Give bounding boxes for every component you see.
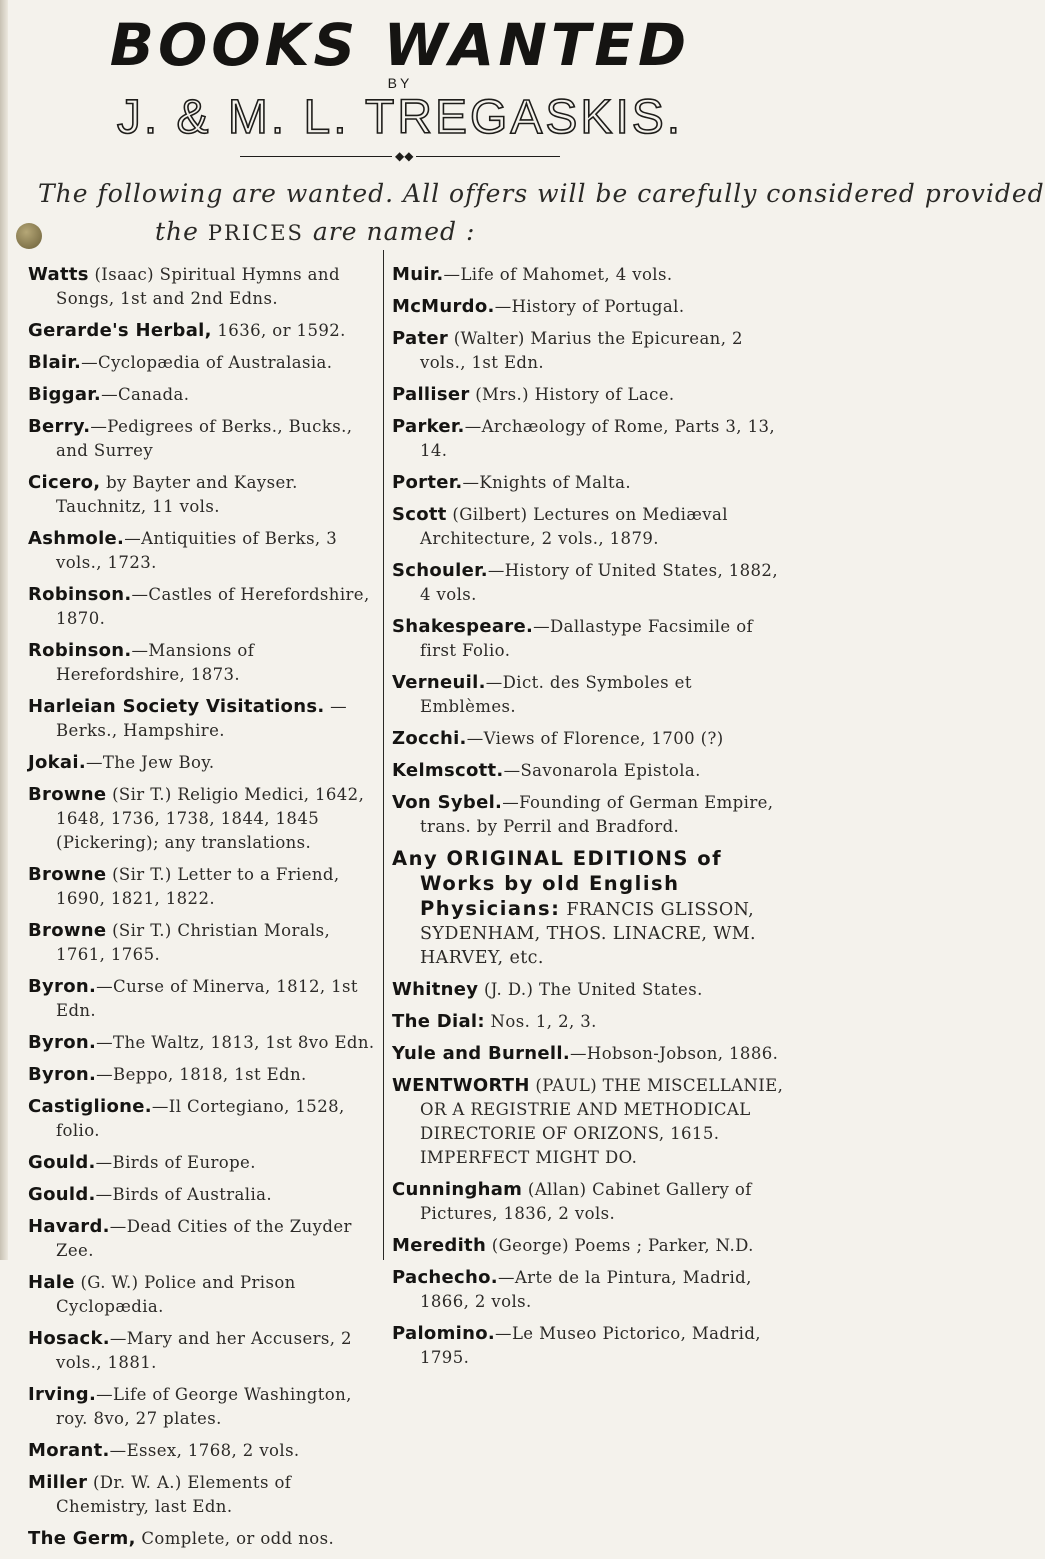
entry-description: —The Jew Boy. [86, 753, 215, 772]
entry-heading: Any ORIGINAL EDITIONS of Works by old English Physicians: [392, 847, 723, 920]
entry-description: —Life of Mahomet, 4 vols. [443, 265, 673, 284]
entry-description: —History of United States, 1882, 4 vols. [420, 561, 778, 604]
book-entry [392, 415, 784, 463]
book-entry [28, 319, 378, 343]
entry-heading: Cicero, [28, 472, 101, 493]
entry-heading: Berry. [28, 416, 91, 437]
entry-heading: Gerarde's Herbal, [28, 320, 212, 341]
book-entry [28, 1383, 378, 1431]
book-entry [28, 1471, 378, 1519]
intro-prices: PRICES [207, 221, 304, 245]
entry-heading: Biggar. [28, 384, 102, 405]
entry-description: (Walter) Marius the Epicurean, 2 vols., 1st Edn. [420, 329, 743, 372]
entry-heading: Kelmscott. [392, 760, 504, 781]
book-entry [392, 1010, 784, 1034]
entry-heading: Verneuil. [392, 672, 486, 693]
book-entry [28, 415, 378, 463]
entry-description: —Cyclopædia of Australasia. [81, 353, 333, 372]
book-entry [392, 727, 784, 751]
book-entry [28, 471, 378, 519]
book-entry [28, 1095, 378, 1143]
entry-heading: The Dial: [392, 1011, 485, 1032]
page-edge [0, 0, 8, 1260]
book-entry [28, 919, 378, 967]
book-entry [28, 783, 378, 855]
entry-heading: Morant. [28, 1440, 110, 1461]
book-entry [392, 1074, 784, 1170]
entry-description: (Dr. W. A.) Elements of Chemistry, last Edn. [56, 1473, 292, 1516]
entry-heading: Pachecho. [392, 1267, 498, 1288]
entry-heading: Byron. [28, 1032, 97, 1053]
entry-heading: Zocchi. [392, 728, 467, 749]
entry-description: —Beppo, 1818, 1st Edn. [96, 1065, 307, 1084]
entry-description: —Le Museo Pictorico, Madrid, 1795. [420, 1324, 761, 1367]
entry-description: —History of Portugal. [494, 297, 685, 316]
entry-description: (J. D.) The United States. [478, 980, 703, 999]
entry-description: —Pedigrees of Berks., Bucks., and Surrey [56, 417, 353, 460]
book-entry [392, 471, 784, 495]
divider-ornament: ◆◆ [392, 149, 416, 163]
entry-description: — Berks., Hampshire. [56, 697, 348, 740]
book-entry [392, 978, 784, 1002]
entry-heading: Byron. [28, 1064, 97, 1085]
entry-description: —Founding of German Empire, trans. by Perril and Bradford. [420, 793, 774, 836]
book-entry [28, 639, 378, 687]
entry-description: —Archæology of Rome, Parts 3, 13, 14. [420, 417, 776, 460]
entry-description: —Life of George Washington, roy. 8vo, 27 plates. [56, 1385, 352, 1428]
intro-notice [30, 175, 1045, 252]
entry-description: (Isaac) Spiritual Hymns and Songs, 1st and 2nd Edns. [56, 265, 340, 308]
entry-description: (Sir T.) Religio Medici, 1642, 1648, 1736, 1738, 1844, 1845 (Pickering); any translations. [56, 785, 365, 852]
entry-description: —Dallastype Facsimile of first Folio. [420, 617, 754, 660]
entry-description: —Dict. des Symboles et Emblèmes. [420, 673, 692, 716]
entry-description: —The Waltz, 1813, 1st 8vo Edn. [96, 1033, 375, 1052]
entry-heading: Porter. [392, 472, 463, 493]
entry-description: —Savonarola Epistola. [503, 761, 701, 780]
byline: BY [387, 75, 413, 91]
book-entry [392, 847, 784, 970]
entry-description: (Mrs.) History of Lace. [469, 385, 675, 404]
entry-heading: Irving. [28, 1384, 97, 1405]
entry-heading: Pater [392, 328, 449, 349]
entry-heading: Hale [28, 1272, 75, 1293]
entry-description: by Bayter and Kayser. Tauchnitz, 11 vols. [56, 473, 298, 516]
entry-description: —Antiquities of Berks, 3 vols., 1723. [56, 529, 338, 572]
book-entry [28, 527, 378, 575]
book-entry [392, 615, 784, 663]
entry-heading: Browne [28, 864, 107, 885]
page-title: BOOKS WANTED [109, 11, 691, 79]
book-entry [392, 327, 784, 375]
entry-heading: Browne [28, 920, 107, 941]
intro-line-1: The following are wanted. All offers will be carefully considered provided [38, 179, 1045, 208]
entry-heading: Miller [28, 1472, 88, 1493]
book-entry [28, 1063, 378, 1087]
book-entry [392, 759, 784, 783]
book-entry [28, 975, 378, 1023]
book-entry [28, 751, 378, 775]
entry-description: (Allan) Cabinet Gallery of Pictures, 1836, 2 vols. [420, 1180, 752, 1223]
ornamental-divider [240, 149, 560, 163]
masthead [0, 10, 800, 146]
entry-heading: Watts [28, 264, 89, 285]
entry-description: Nos. 1, 2, 3. [484, 1012, 597, 1031]
book-entry [392, 1178, 784, 1226]
entry-description: —Essex, 1768, 2 vols. [109, 1441, 300, 1460]
book-entry [28, 1215, 378, 1263]
entry-heading: Palomino. [392, 1323, 496, 1344]
entry-heading: The Germ, [28, 1528, 136, 1549]
entry-description: —Birds of Australia. [95, 1185, 273, 1204]
entry-description: —Views of Florence, 1700 (?) [466, 729, 724, 748]
entry-description: —Castles of Herefordshire, 1870. [56, 585, 370, 628]
entry-heading: Robinson. [28, 640, 132, 661]
intro-line-2-pre: the [155, 217, 199, 246]
book-entry [28, 1327, 378, 1375]
entry-heading: Gould. [28, 1184, 96, 1205]
entry-heading: McMurdo. [392, 296, 495, 317]
entry-description: (PAUL) THE MISCELLANIE, OR A REGISTRIE AND METHODICAL DIRECTORIE OF ORIZONS, 1615. IMPERFECT MIGHT DO. [420, 1076, 784, 1167]
entry-description: 1636, or 1592. [211, 321, 346, 340]
entry-description: (Sir T.) Christian Morals, 1761, 1765. [56, 921, 331, 964]
entry-description: (George) Poems ; Parker, N.D. [486, 1236, 754, 1255]
entry-description: FRANCIS GLISSON, SYDENHAM, THOS. LINACRE, WM. HARVEY, etc. [420, 900, 756, 968]
book-entry [28, 1031, 378, 1055]
book-entry [28, 695, 378, 743]
entry-heading: Castiglione. [28, 1096, 152, 1117]
book-entry [28, 1439, 378, 1463]
entry-heading: Palliser [392, 384, 470, 405]
book-entry [392, 295, 784, 319]
book-entry [392, 1266, 784, 1314]
entry-heading: Parker. [392, 416, 465, 437]
book-entry [28, 1271, 378, 1319]
book-entry [392, 1322, 784, 1370]
entry-description: —Arte de la Pintura, Madrid, 1866, 2 vols. [420, 1268, 752, 1311]
entry-description: —Il Cortegiano, 1528, folio. [56, 1097, 345, 1140]
left-column [28, 263, 378, 1559]
entry-heading: Harleian Society Visitations. [28, 696, 325, 717]
entry-heading: Scott [392, 504, 447, 525]
book-entry [28, 351, 378, 375]
entry-heading: Schouler. [392, 560, 488, 581]
entry-heading: Browne [28, 784, 107, 805]
entry-heading: Cunningham [392, 1179, 523, 1200]
entry-description: —Hobson-Jobson, 1886. [570, 1044, 779, 1063]
book-entry [392, 559, 784, 607]
entry-heading: Blair. [28, 352, 82, 373]
entry-description: —Mary and her Accusers, 2 vols., 1881. [56, 1329, 352, 1372]
book-entry [28, 583, 378, 631]
book-entry [392, 383, 784, 407]
entry-heading: Meredith [392, 1235, 487, 1256]
entry-heading: Von Sybel. [392, 792, 503, 813]
entry-description: Complete, or odd nos. [135, 1529, 335, 1548]
book-entry [28, 1183, 378, 1207]
intro-line-2-post: are named : [312, 217, 476, 246]
entry-heading: Byron. [28, 976, 97, 997]
entry-description: —Canada. [101, 385, 190, 404]
entry-description: —Birds of Europe. [95, 1153, 256, 1172]
entry-heading: Gould. [28, 1152, 96, 1173]
book-entry [392, 1234, 784, 1258]
book-entry [28, 863, 378, 911]
entry-heading: WENTWORTH [392, 1075, 530, 1096]
entry-heading: Robinson. [28, 584, 132, 605]
book-entry [392, 791, 784, 839]
entry-heading: Jokai. [28, 752, 86, 773]
book-entry [392, 503, 784, 551]
entry-heading: Yule and Burnell. [392, 1043, 571, 1064]
entry-description: —Dead Cities of the Zuyder Zee. [56, 1217, 352, 1260]
book-entry [28, 263, 378, 311]
entry-description: (Gilbert) Lectures on Mediæval Architecture, 2 vols., 1879. [420, 505, 728, 548]
entry-description: —Mansions of Herefordshire, 1873. [56, 641, 255, 684]
entry-heading: Hosack. [28, 1328, 110, 1349]
book-entry [28, 383, 378, 407]
entry-description: —Knights of Malta. [462, 473, 631, 492]
firm-name: J. & M. L. TREGASKIS. [116, 91, 684, 144]
book-entry [392, 1042, 784, 1066]
book-entry [28, 1151, 378, 1175]
column-rule [383, 250, 384, 1260]
entry-heading: Shakespeare. [392, 616, 534, 637]
entry-description: (Sir T.) Letter to a Friend, 1690, 1821, 1822. [56, 865, 340, 908]
entry-heading: Whitney [392, 979, 479, 1000]
book-entry [392, 263, 784, 287]
entry-heading: Havard. [28, 1216, 110, 1237]
entry-heading: Ashmole. [28, 528, 125, 549]
entry-description: (G. W.) Police and Prison Cyclopædia. [56, 1273, 296, 1316]
entry-description: —Curse of Minerva, 1812, 1st Edn. [56, 977, 358, 1020]
intro-line-2 [30, 213, 800, 252]
right-column [392, 263, 784, 1378]
entry-heading: Muir. [392, 264, 444, 285]
book-entry [28, 1527, 378, 1551]
book-entry [392, 671, 784, 719]
